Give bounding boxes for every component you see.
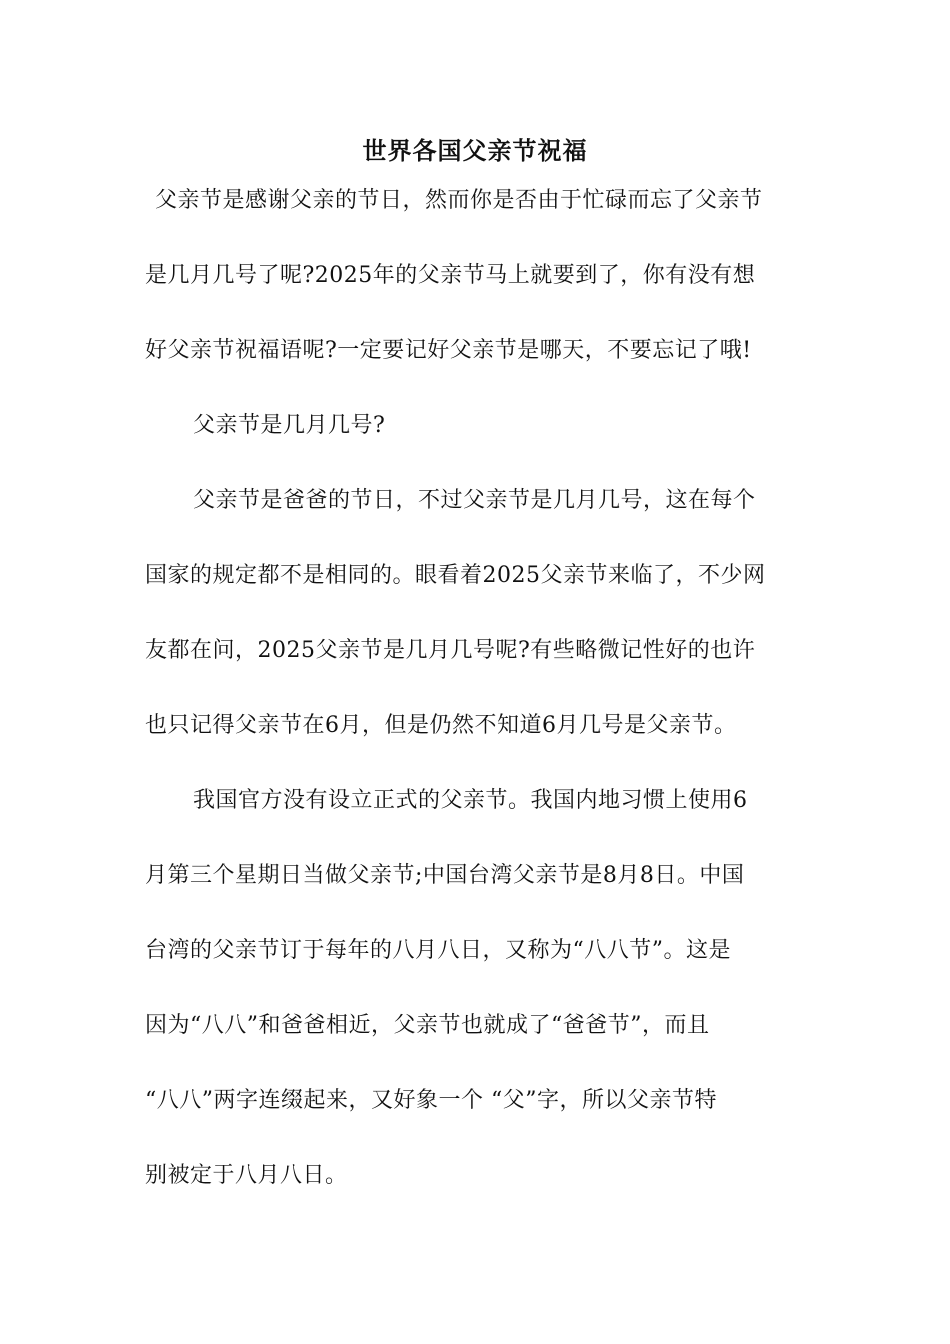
paragraph-line: 父亲节是感谢父亲的节日，然而你是否由于忙碌而忘了父亲节	[155, 188, 763, 213]
paragraph-line: 因为“八八”和爸爸相近，父亲节也就成了“爸爸节”，而且	[145, 1013, 710, 1038]
paragraph-line: 是几月几号了呢?2025年的父亲节马上就要到了，你有没有想	[145, 263, 756, 288]
paragraph-line: 月第三个星期日当做父亲节;中国台湾父亲节是8月8日。中国	[145, 863, 745, 888]
paragraph-line: 台湾的父亲节订于每年的八月八日，又称为“八八节”。这是	[145, 938, 731, 963]
paragraph-line: 别被定于八月八日。	[145, 1163, 348, 1188]
paragraph-line: 我国官方没有设立正式的父亲节。我国内地习惯上使用6	[193, 788, 748, 813]
document-title: 世界各国父亲节祝福	[362, 136, 588, 165]
section-heading: 父亲节是几月几号?	[193, 413, 386, 438]
paragraph-line: 好父亲节祝福语呢?一定要记好父亲节是哪天，不要忘记了哦!	[145, 338, 752, 363]
paragraph-line: “八八”两字连缀起来，又好象一个 “父”字，所以父亲节特	[145, 1088, 717, 1113]
paragraph-line: 也只记得父亲节在6月，但是仍然不知道6月几号是父亲节。	[145, 713, 737, 738]
paragraph-line: 国家的规定都不是相同的。眼看着2025父亲节来临了，不少网	[145, 563, 766, 588]
paragraph-line: 父亲节是爸爸的节日，不过父亲节是几月几号，这在每个	[193, 488, 756, 513]
paragraph-line: 友都在问，2025父亲节是几月几号呢?有些略微记性好的也许	[145, 638, 756, 663]
